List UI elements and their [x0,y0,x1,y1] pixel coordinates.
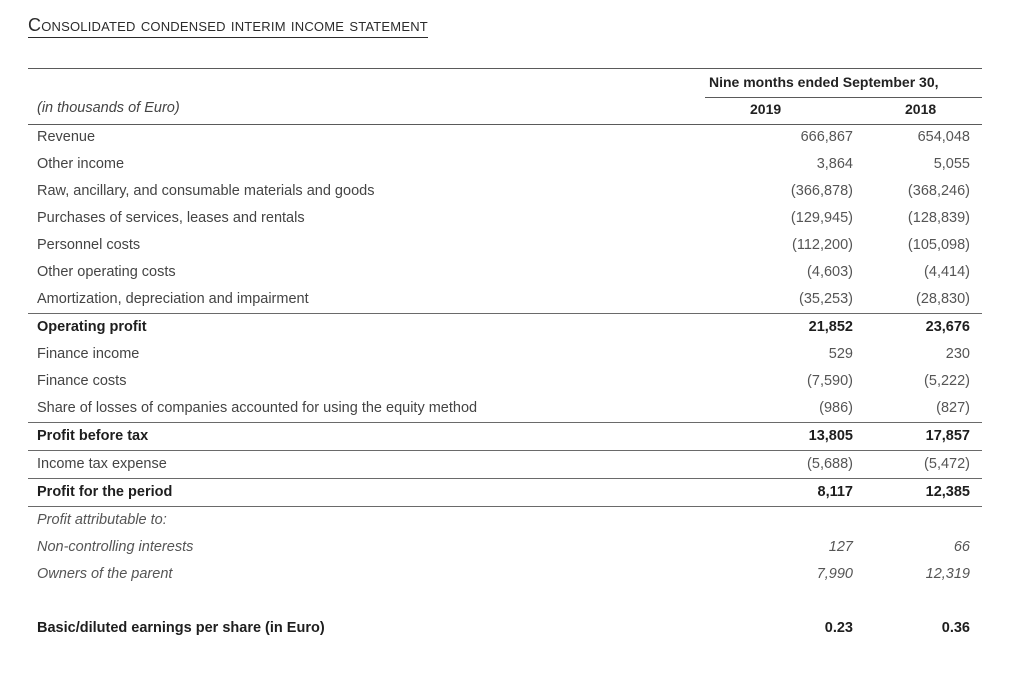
value-2018: 12,385 [925,484,970,500]
statement-title: Consolidated condensed interim income statement [28,15,428,38]
eps-row [28,615,982,642]
value-2018: (5,222) [924,373,970,389]
period-header: Nine months ended September 30, [709,74,939,90]
value-2018: 23,676 [925,319,970,335]
value-2019: (5,688) [807,456,853,472]
row-label: Raw, ancillary, and consumable materials and goods [37,183,375,199]
table-row [28,450,982,478]
value-2018: 12,319 [925,566,970,582]
value-2019: 21,852 [808,319,853,335]
value-2018: (368,246) [907,183,970,199]
row-label: Share of losses of companies accounted for using the equity method [37,400,478,416]
value-2018: 654,048 [917,129,970,145]
row-label: Profit for the period [37,484,173,500]
value-2018: (128,839) [907,210,970,226]
attribution-heading-row [28,507,982,534]
row-label: Profit before tax [37,428,149,444]
value-2019: 3,864 [816,156,853,172]
row-label: Operating profit [37,319,147,335]
row-label: Other operating costs [37,264,176,280]
value-2019: (112,200) [792,237,853,253]
year-2019-header: 2019 [750,101,782,117]
table-top-rule [28,68,982,69]
table-row [28,259,982,286]
table-row [28,534,982,561]
row-label: Other income [37,156,125,172]
value-2018: (5,472) [924,456,970,472]
row-label: Profit attributable to: [37,512,167,528]
value-2019: (366,878) [790,183,853,199]
value-2019: (4,603) [807,264,853,280]
value-2018: (105,098) [907,237,970,253]
table-row [28,368,982,395]
table-row [28,232,982,259]
row-label: Owners of the parent [37,566,173,582]
row-label: Finance costs [37,373,127,389]
row-label: Personnel costs [37,237,141,253]
table-row [28,178,982,205]
value-2019: 666,867 [800,129,853,145]
value-2019: 529 [828,346,853,362]
row-label: Basic/diluted earnings per share (in Euro) [37,620,325,636]
value-2019: (7,590) [807,373,853,389]
value-2019: (986) [819,400,853,416]
total-row [28,478,982,507]
row-label: Revenue [37,129,96,145]
subtotal-row [28,313,982,341]
row-label: Income tax expense [37,456,167,472]
value-2019: (35,253) [798,291,853,307]
value-2018: 66 [953,539,970,555]
row-label: Finance income [37,346,140,362]
value-2018: 0.36 [941,620,970,636]
value-2018: (827) [936,400,970,416]
value-2018: (4,414) [924,264,970,280]
value-2019: 0.23 [824,620,853,636]
table-row [28,124,982,151]
row-label: Non-controlling interests [37,539,194,555]
value-2019: 13,805 [808,428,853,444]
value-2018: 5,055 [933,156,970,172]
table-row [28,151,982,178]
subtotal-row [28,422,982,450]
table-row [28,205,982,232]
table-row [28,561,982,588]
value-2018: 230 [945,346,970,362]
row-label: Purchases of services, leases and rentals [37,210,305,226]
value-2019: 7,990 [816,566,853,582]
year-2018-header: 2018 [905,101,937,117]
value-2018: (28,830) [915,291,970,307]
period-underline [705,97,982,98]
table-row [28,395,982,422]
row-label: Amortization, depreciation and impairment [37,291,309,307]
table-row [28,286,982,313]
units-label: (in thousands of Euro) [37,100,180,116]
table-row [28,341,982,368]
value-2019: 127 [828,539,853,555]
value-2019: 8,117 [817,484,853,500]
value-2019: (129,945) [790,210,853,226]
value-2018: 17,857 [925,428,970,444]
